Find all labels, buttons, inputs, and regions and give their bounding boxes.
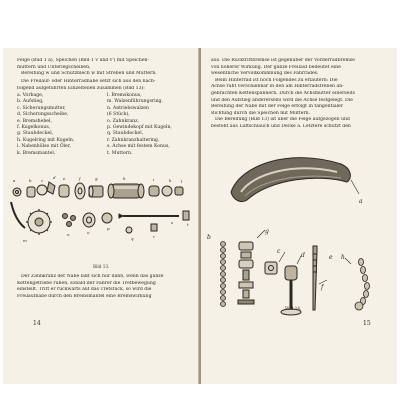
svg-text:b: b	[29, 178, 32, 183]
svg-text:d: d	[53, 175, 56, 180]
part-item: i. Nabenhülse mit Öler,	[17, 144, 71, 150]
part-item: t. Muttern.	[107, 150, 133, 156]
right-paragraph-2-line-2: Achse ruht verschiebbar in den am Hinterradstreben an-	[211, 84, 344, 90]
figure-label-b: b	[207, 234, 211, 241]
svg-text:m: m	[23, 238, 27, 243]
figure-label-e: e	[329, 254, 333, 261]
part-item: r. Zahnkranzhaltering,	[107, 137, 160, 143]
svg-text:h: h	[123, 176, 126, 181]
parts-list-column-1	[17, 93, 74, 157]
part-item: d. Sicherungsscheibe,	[17, 112, 69, 118]
right-paragraph-2-line-4: und den Aufstieg andererseits wird die Achse festgelegt. Die	[211, 97, 353, 103]
part-item: f. Kugelkonus,	[17, 125, 51, 131]
part-item: q. Staubdeckel,	[107, 131, 144, 137]
svg-text:q: q	[131, 236, 134, 241]
svg-text:s: s	[171, 220, 174, 225]
figure-label-g: g	[265, 228, 269, 235]
part-item: l. Bremskonus,	[107, 93, 142, 98]
figure-label-a: a	[359, 198, 363, 205]
left-paragraph-1-line-3: Bereifung w und Schutzblech w mit Streben und Muttern.	[21, 71, 157, 77]
part-item: b. Aufstieg,	[17, 99, 44, 105]
right-paragraph-1-line-2: von höherer Wirkung. Der ganze Freilauf bedeutet eine	[211, 64, 341, 70]
figure-14-caption: Bild 14.	[285, 306, 302, 311]
left-paragraph-2-line-1: Die Freilauf- oder Hinterradnabe setzt sich aus den nach-	[21, 79, 156, 84]
tire-and-parts-illustration	[201, 134, 397, 334]
parts-list-column-2	[107, 93, 172, 157]
left-paragraph-3-line-3: einstellt. Tritt er rückwärts auf das Tretstück, so wird die	[17, 287, 152, 293]
part-item: e. Bremshebel,	[17, 118, 52, 124]
left-paragraph-3-line-4: Freilaufnabe durch den Bremsmantel eine Bremswirkung	[17, 293, 152, 299]
left-paragraph-2-line-2: folgend aufgeführten Einzelteilen zusammen (Bild 13):	[17, 85, 145, 91]
right-page	[201, 48, 397, 384]
right-paragraph-2-line-3: gebrachten Kettenspannern. Durch die Achsmutter einerseits	[211, 91, 356, 96]
left-paragraph-1-line-2: muttern und Unterlegscheiben,	[17, 64, 91, 70]
part-item: n. Antriebswalzen	[107, 105, 149, 111]
right-paragraph-2-line-1: Beim Hinterrad ist noch Folgendes zu erläutern: Die	[215, 77, 338, 83]
figure-label-c: c	[277, 248, 281, 255]
part-item: h. Kugelring mit Kugeln,	[17, 137, 75, 143]
part-item: o. Zahnkranz,	[107, 118, 140, 124]
right-paragraph-1-line-3: wesentliche Vervollkommnung des Fahrrades.	[211, 71, 319, 77]
right-paragraph-3-line-2: besteht aus Luftschlauch und Decke a. Letztere schützt den	[211, 124, 351, 129]
svg-text:l: l	[181, 179, 183, 184]
svg-text:c: c	[41, 178, 44, 183]
part-item: s. Achse mit festem Konus,	[107, 144, 170, 150]
svg-text:a: a	[13, 178, 16, 183]
right-paragraph-2-line-5: Bereifung der Nabe mit der Felge erfolgt in tangentialer	[211, 104, 343, 110]
right-page-number: 15	[363, 320, 371, 327]
part-item: g. Staubdeckel,	[17, 131, 54, 137]
figure-label-f: f	[321, 284, 324, 291]
part-item: a. Vorbage,	[17, 93, 44, 98]
part-item: p. Gewindekopf mit Kugeln,	[107, 125, 172, 131]
svg-text:o: o	[87, 230, 90, 235]
figure-label-h: h	[341, 254, 345, 261]
svg-text:t: t	[187, 222, 189, 227]
figure-label-d: d	[301, 252, 305, 259]
right-paragraph-2-line-6: Richtung durch die Speichen mit Muttern.	[211, 110, 311, 116]
left-paragraph-1-line-1: Felge (Bild 1 a), Speichen (Bild 1 v und v') mit Speichen-	[17, 58, 150, 63]
hub-parts-illustration	[3, 158, 199, 258]
svg-text:n: n	[67, 232, 70, 237]
right-paragraph-1-line-1: aus. Die Rücktrittbremse ist gegenüber der Vorderradbremse	[211, 58, 355, 63]
figure-13-caption: Bild 13.	[93, 264, 110, 269]
svg-text:i: i	[153, 177, 155, 182]
svg-text:p: p	[107, 226, 110, 231]
part-item: (6 Stück),	[107, 112, 130, 118]
svg-text:r: r	[153, 234, 155, 239]
svg-text:g: g	[95, 176, 98, 181]
svg-text:e: e	[63, 176, 66, 181]
svg-text:k: k	[169, 178, 172, 183]
left-page	[3, 48, 199, 384]
right-paragraph-3-line-1: Die Bereifung (Bild 13) ist über die Felge aufgezogen und	[215, 117, 350, 123]
left-paragraph-3-line-2: Kettengetriebe ruhen, sobald der Fahrer die Tretbewegung	[17, 280, 156, 286]
part-item: m. Walzenführungsring,	[107, 99, 163, 105]
left-paragraph-3-line-1: Der Zahnkranz der Nabe läßt sich nur dann, wenn das ganze	[21, 274, 164, 279]
left-page-number: 14	[33, 320, 41, 327]
part-item: c. Sicherungsmutter,	[17, 105, 66, 111]
svg-text:f: f	[79, 176, 81, 181]
part-item: k. Bremsmantel,	[17, 150, 56, 156]
